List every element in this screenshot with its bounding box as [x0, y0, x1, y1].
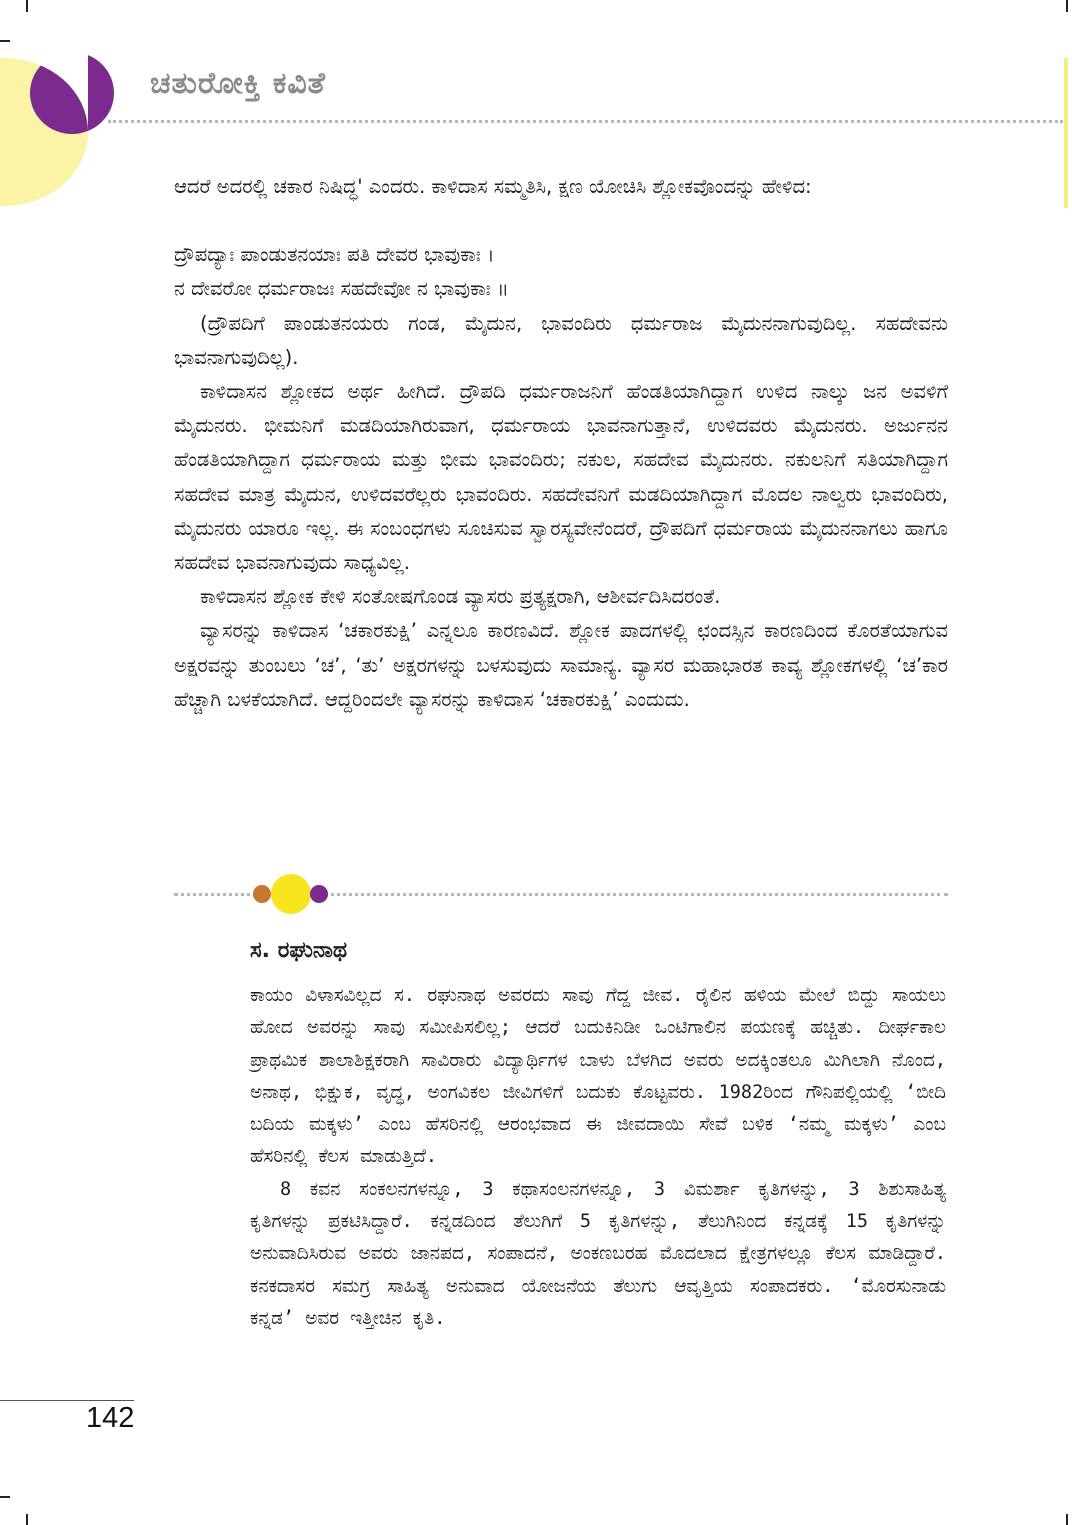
chapter-title: ಚತುರೋಕ್ತಿ ಕವಿತೆ: [150, 66, 326, 101]
main-body: [174, 170, 948, 717]
explanation-paragraph: ಕಾಳಿದಾಸನ ಶ್ಲೋಕದ ಅರ್ಥ ಹೀಗಿದೆ. ದ್ರೌಪದಿ ಧರ್ಮರಾಜನಿಗೆ ಹೆಂಡತಿಯಾಗಿದ್ದಾಗ ಉಳಿದ ನಾಲ್ಕು ಜನ ಅವಳಿಗೆ ಮೈದುನರು. ಭೀಮನಿಗೆ ಮಡದಿಯಾಗಿರುವಾಗ, ಧರ್ಮರಾಯ ಭಾವನಾಗುತ್ತಾನೆ, ಉಳಿದವರು ಮೈದುನರು. ಅರ್ಜುನನ ಹೆಂಡತಿಯಾಗಿದ್ದಾಗ ಧರ್ಮರಾಯ ಮತ್ತು ಭೀಮ ಭಾವಂದಿರು; ನಕುಲ, ಸಹದೇವ ಮೈದುನರು. ನಕುಲನಿಗೆ ಸತಿಯಾಗಿದ್ದಾಗ ಸಹದೇವ ಮಾತ್ರ ಮೈದುನ, ಉಳಿದವರೆಲ್ಲರು ಭಾವಂದಿರು. ಸಹದೇವನಿಗೆ ಮಡದಿಯಾಗಿದ್ದಾಗ ಮೊದಲ ನಾಲ್ವರು ಭಾವಂದಿರು, ಮೈದುನರು ಯಾರೂ ಇಲ್ಲ. ಈ ಸಂಬಂಧಗಳು ಸೂಚಿಸುವ ಸ್ವಾರಸ್ಯವೇನೆಂದರೆ, ದ್ರೌಪದಿಗೆ ಧರ್ಮರಾಯ ಮೈದುನನಾಗಲು ಹಾಗೂ ಸಹದೇವ ಭಾವನಾಗುವುದು ಸಾಧ್ಯವಿಲ್ಲ.: [174, 380, 948, 575]
author-bio: [250, 980, 946, 1335]
page-number: 142: [86, 1402, 135, 1434]
chakara-paragraph: ವ್ಯಾಸರನ್ನು ಕಾಳಿದಾಸ ‘ಚಕಾರಕುಕ್ಷಿ’ ಎನ್ನಲೂ ಕಾರಣವಿದೆ. ಶ್ಲೋಕ ಪಾದಗಳಲ್ಲಿ ಛಂದಸ್ಸಿನ ಕಾರಣದಿಂದ ಕೊರತೆಯಾಗುವ ಅಕ್ಷರವನ್ನು ತುಂಬಲು ‘ಚ’, ‘ತು’ ಅಕ್ಷರಗಳನ್ನು ಬಳಸುವುದು ಸಾಮಾನ್ಯ. ವ್ಯಾಸರ ಮಹಾಭಾರತ ಕಾವ್ಯ ಶ್ಲೋಕಗಳಲ್ಲಿ ‘ಚ’ಕಾರ ಹೆಚ್ಚಾಗಿ ಬಳಕೆಯಾಗಿದೆ. ಆದ್ದರಿಂದಲೇ ವ್ಯಾಸರನ್ನು ಕಾಳಿದಾಸ ‘ಚಕಾರಕುಕ್ಷಿ’ ಎಂದುದು.: [174, 619, 948, 711]
crop-mark-left-lower: [0, 1496, 10, 1498]
paragraph-gap: [174, 204, 948, 238]
verse-line-2: ನ ದೇವರೋ ಧರ್ಮರಾಜಃ ಸಹದೇವೋ ನ ಭಾವುಕಾಃ ॥: [174, 277, 509, 301]
blessing-paragraph: ಕಾಳಿದಾಸನ ಶ್ಲೋಕ ಕೇಳಿ ಸಂತೋಷಗೊಂಡ ವ್ಯಾಸರು ಪ್ರತ್ಯಕ್ಷರಾಗಿ, ಆಶೀರ್ವದಿಸಿದರಂತೆ.: [200, 585, 721, 609]
crop-mark-left-upper: [0, 40, 10, 42]
verse-line-1: ದ್ರೌಪದ್ಯಾಃ ಪಾಂಡುತನಯಾಃ ಪತಿ ದೇವರ ಭಾವುಕಾಃ ।: [174, 243, 495, 267]
divider-purple-dot: [310, 885, 328, 903]
header-decoration-purple-circle: [30, 58, 88, 134]
intro-paragraph: ಆದರೆ ಅದರಲ್ಲಿ ಚಕಾರ ನಿಷಿದ್ಧ' ಎಂದರು. ಕಾಳಿದಾಸ ಸಮ್ಮತಿಸಿ, ಕ್ಷಣ ಯೋಚಿಸಿ ಶ್ಲೋಕವೊಂದನ್ನು ಹೇಳಿದ:: [174, 175, 812, 198]
bio-paragraph-2: 8 ಕವನ ಸಂಕಲನಗಳನ್ನೂ, 3 ಕಥಾಸಂಲನಗಳನ್ನೂ, 3 ವಿಮರ್ಶಾ ಕೃತಿಗಳನ್ನು, 3 ಶಿಶುಸಾಹಿತ್ಯ ಕೃತಿಗಳನ್ನು ಪ್ರಕಟಿಸಿದ್ದಾರೆ. ಕನ್ನಡದಿಂದ ತೆಲುಗಿಗೆ 5 ಕೃತಿಗಳನ್ನು, ತೆಲುಗಿನಿಂದ ಕನ್ನಡಕ್ಕೆ 15 ಕೃತಿಗಳನ್ನು ಅನುವಾದಿಸಿರುವ ಅವರು ಜಾನಪದ, ಸಂಪಾದನೆ, ಅಂಕಣಬರಹ ಮೊದಲಾದ ಕ್ಷೇತ್ರಗಳಲ್ಲೂ ಕೆಲಸ ಮಾಡಿದ್ದಾರೆ. ಕನಕದಾಸರ ಸಮಗ್ರ ಸಾಹಿತ್ಯ ಅನುವಾದ ಯೋಜನೆಯ ತೆಲುಗು ಆವೃತ್ತಿಯ ಸಂಪಾದಕರು. ‘ಮೊರಸುನಾಡು ಕನ್ನಡ’ ಅವರ ಇತ್ತೀಚಿನ ಕೃತಿ.: [250, 1178, 946, 1329]
page-number-rule: [0, 1400, 134, 1401]
header-decoration-clip: [0, 58, 88, 206]
author-name: ಸ. ರಘುನಾಥ: [250, 938, 348, 963]
crop-mark-bottom-left: [26, 1514, 28, 1525]
bio-paragraph-1: ಕಾಯಂ ವಿಳಾಸವಿಲ್ಲದ ಸ. ರಘುನಾಥ ಅವರದು ಸಾವು ಗೆದ್ದ ಜೀವ. ರೈಲಿನ ಹಳಿಯ ಮೇಲೆ ಬಿದ್ದು ಸಾಯಲು ಹೋದ ಅವರನ್ನು ಸಾವು ಸಮೀಪಿಸಲಿಲ್ಲ; ಆದರೆ ಬದುಕಿನಿಡೀ ಒಂಟಿಗಾಲಿನ ಪಯಣಕ್ಕೆ ಹಚ್ಚಿತು. ದೀರ್ಘಕಾಲ ಪ್ರಾಥಮಿಕ ಶಾಲಾಶಿಕ್ಷಕರಾಗಿ ಸಾವಿರಾರು ವಿದ್ಯಾರ್ಥಿಗಳ ಬಾಳು ಬೆಳಗಿದ ಅವರು ಅದಕ್ಕಿಂತಲೂ ಮಿಗಿಲಾಗಿ ನೊಂದ, ಅನಾಥ, ಭಿಕ್ಷುಕ, ವೃದ್ಧ, ಅಂಗವಿಕಲ ಜೀವಿಗಳಿಗೆ ಬದುಕು ಕೊಟ್ಟವರು. 1982ರಿಂದ ಗೌನಿಪಲ್ಲಿಯಲ್ಲಿ ‘ಬೀದಿ ಬದಿಯ ಮಕ್ಕಳು’ ಎಂಬ ಹೆಸರಿನಲ್ಲಿ ಆರಂಭವಾದ ಈ ಜೀವದಾಯಿ ಸೇವೆ ಬಳಿಕ ‘ನಮ್ಮ ಮಕ್ಕಳು’ ಎಂಬ ಹೆಸರಿನಲ್ಲಿ ಕೆಲಸ ಮಾಡುತ್ತಿದೆ.: [250, 985, 946, 1168]
crop-mark-top-left: [26, 0, 28, 12]
crop-mark-bottom-right: [1066, 1514, 1068, 1525]
crop-mark-top-right: [1066, 0, 1068, 12]
divider-orange-dot: [253, 885, 271, 903]
header-dotted-rule: [108, 120, 1063, 123]
verse-meaning: (ದ್ರೌಪದಿಗೆ ಪಾಂಡುತನಯರು ಗಂಡ, ಮೈದುನ, ಭಾವಂದಿರು ಧರ್ಮರಾಜ ಮೈದುನನಾಗುವುದಿಲ್ಲ. ಸಹದೇವನು ಭಾವನಾಗುವುದಿಲ್ಲ).: [174, 311, 948, 369]
divider-yellow-dot: [271, 874, 311, 914]
right-edge-marker: [1064, 58, 1068, 208]
